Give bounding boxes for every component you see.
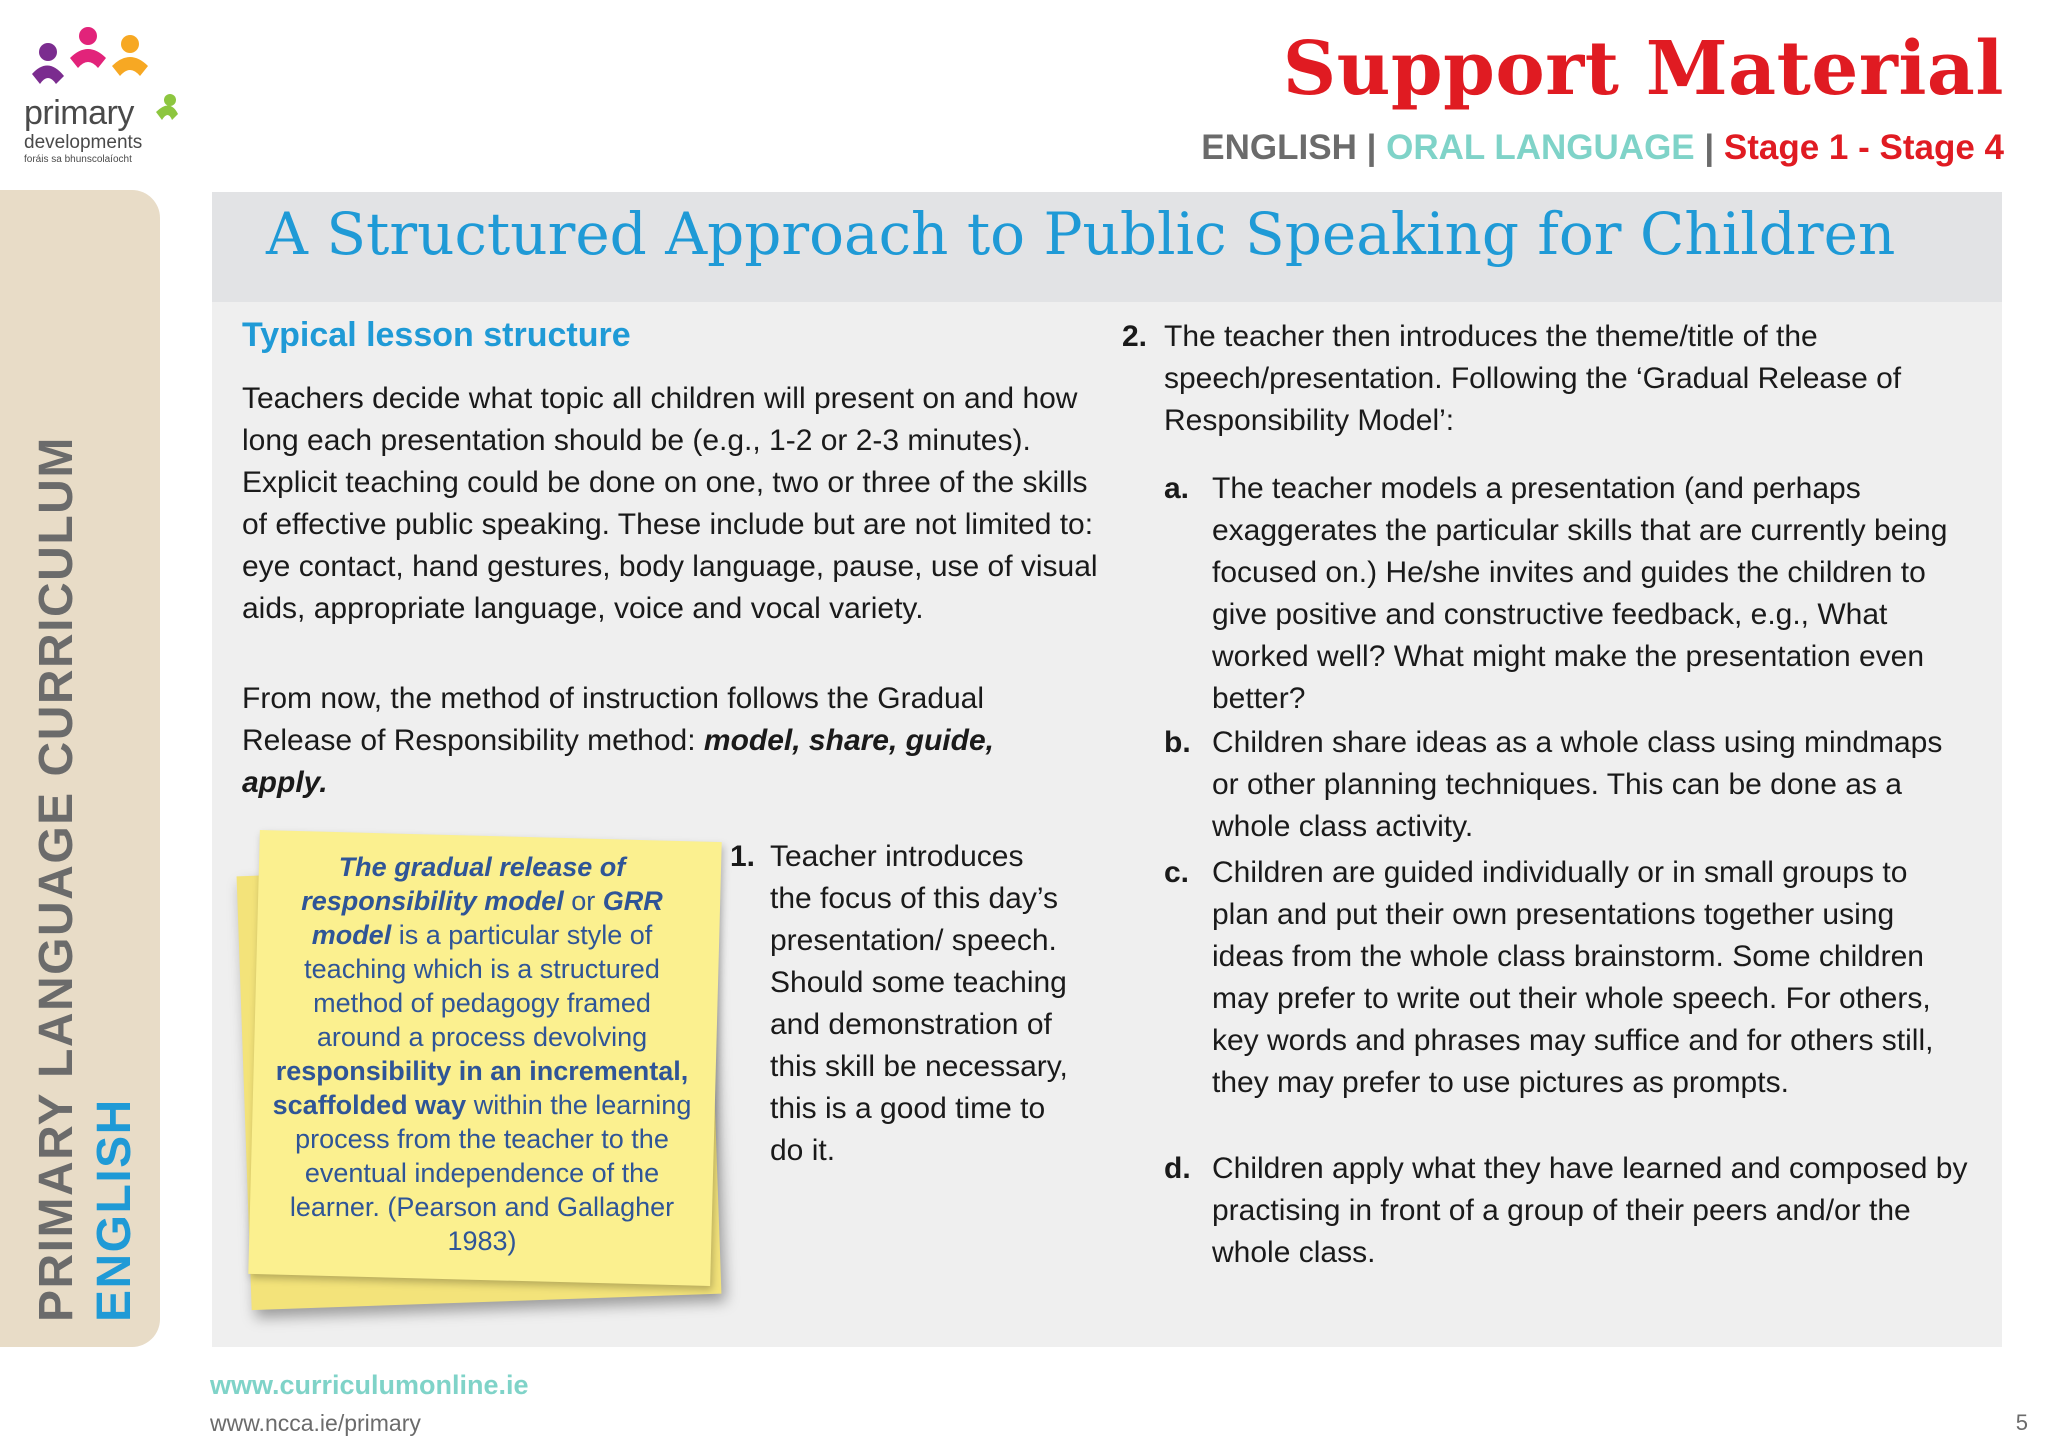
logo-irish-subtitle: foráis sa bhunscolaíocht — [24, 154, 132, 165]
stage-label: Stage 1 - Stage 4 — [1723, 128, 2004, 167]
substep-b-text: Children share ideas as a whole class using mindmaps or other planning techniques. This can be done as a whole class activity. — [1212, 726, 1943, 843]
grr-steps-emphasis: model, share, guide, apply. — [242, 724, 994, 799]
step-1-text: Teacher introduces the focus of this day’s presentation/ speech. Should some teaching and demonstration of this skill be necessary, this is a good time to do it. — [770, 840, 1068, 1167]
note-emphasis: responsibility in an incremental, scaffolded way — [272, 1056, 689, 1120]
ncca-link[interactable]: www.ncca.ie/primary — [210, 1410, 421, 1436]
note-connector: or — [563, 886, 603, 916]
step-1-number: 1. — [730, 840, 756, 873]
substep-b-key: b. — [1164, 726, 1191, 759]
page-title: A Structured Approach to Public Speaking for Children — [266, 200, 1896, 268]
sidebar-vertical-text — [28, 436, 144, 1322]
sticky-note-text — [272, 850, 692, 1258]
english-label: ENGLISH — [88, 1098, 141, 1322]
separator: | — [1694, 128, 1724, 167]
logo-subtitle: developments — [24, 132, 143, 153]
intro-paragraph: Teachers decide what topic all children will present on and how long each presentation should be (e.g., 1-2 or 2-3 minutes). Explicit teaching could be done on one, two or three of the skills of effective public speaking. These include but are not limited to: eye contact, hand gestures, body language, pause, use of visual aids, appropriate language, voice and vocal variety. — [242, 382, 1098, 625]
separator: | — [1356, 128, 1387, 167]
grr-paragraph-text: From now, the method of instruction follows the Gradual Release of Responsibility method: — [242, 682, 985, 757]
substep-c-text: Children are guided individually or in small groups to plan and put their own presentations together using ideas from the whole class brainstorm. Some children may prefer to write out their whole speech. For others, key words and phrases may suffice and for others still, they may prefer to use pictures as prompts. — [1212, 856, 1934, 1099]
substep-d-key: d. — [1164, 1152, 1191, 1185]
curriculumonline-link[interactable]: www.curriculumonline.ie — [210, 1370, 529, 1400]
step-2-number: 2. — [1122, 320, 1148, 353]
substep-d-text: Children apply what they have learned and composed by practising in front of a group of their peers and/or the whole class. — [1212, 1152, 1968, 1269]
page-number: 5 — [2015, 1410, 2028, 1435]
section-heading: Typical lesson structure — [242, 316, 631, 354]
substep-a-key: a. — [1164, 472, 1190, 505]
note-body-end: within the learning process from the teacher to the eventual independence of the learner. (Pearson and Gallagher 1983) — [289, 1090, 692, 1256]
support-material-title: Support Material — [1282, 26, 2004, 112]
note-term: The gradual release of responsibility model — [301, 852, 626, 916]
grr-paragraph — [242, 678, 1082, 804]
header-subtitle — [1201, 128, 2004, 168]
note-acronym: GRR model — [311, 886, 663, 950]
curriculum-label: PRIMARY LANGUAGE CURRICULUM — [30, 436, 83, 1322]
step-2-text: The teacher then introduces the theme/title of the speech/presentation. Following the ‘Gradual Release of Responsibility Model’: — [1164, 320, 1902, 437]
subject-label: ENGLISH — [1201, 128, 1357, 167]
strand-label: ORAL LANGUAGE — [1386, 128, 1695, 167]
substep-c-key: c. — [1164, 856, 1190, 889]
note-body: is a particular style of teaching which is a structured method of pedagogy framed around a process devolving — [304, 920, 660, 1052]
substep-a-text: The teacher models a presentation (and perhaps exaggerates the particular skills that are currently being focused on.) He/she invites and guides the children to give positive and constructive feedback, e.g., What worked well? What might make the presentation even better? — [1212, 472, 1948, 715]
logo-wordmark: primary — [24, 94, 134, 132]
